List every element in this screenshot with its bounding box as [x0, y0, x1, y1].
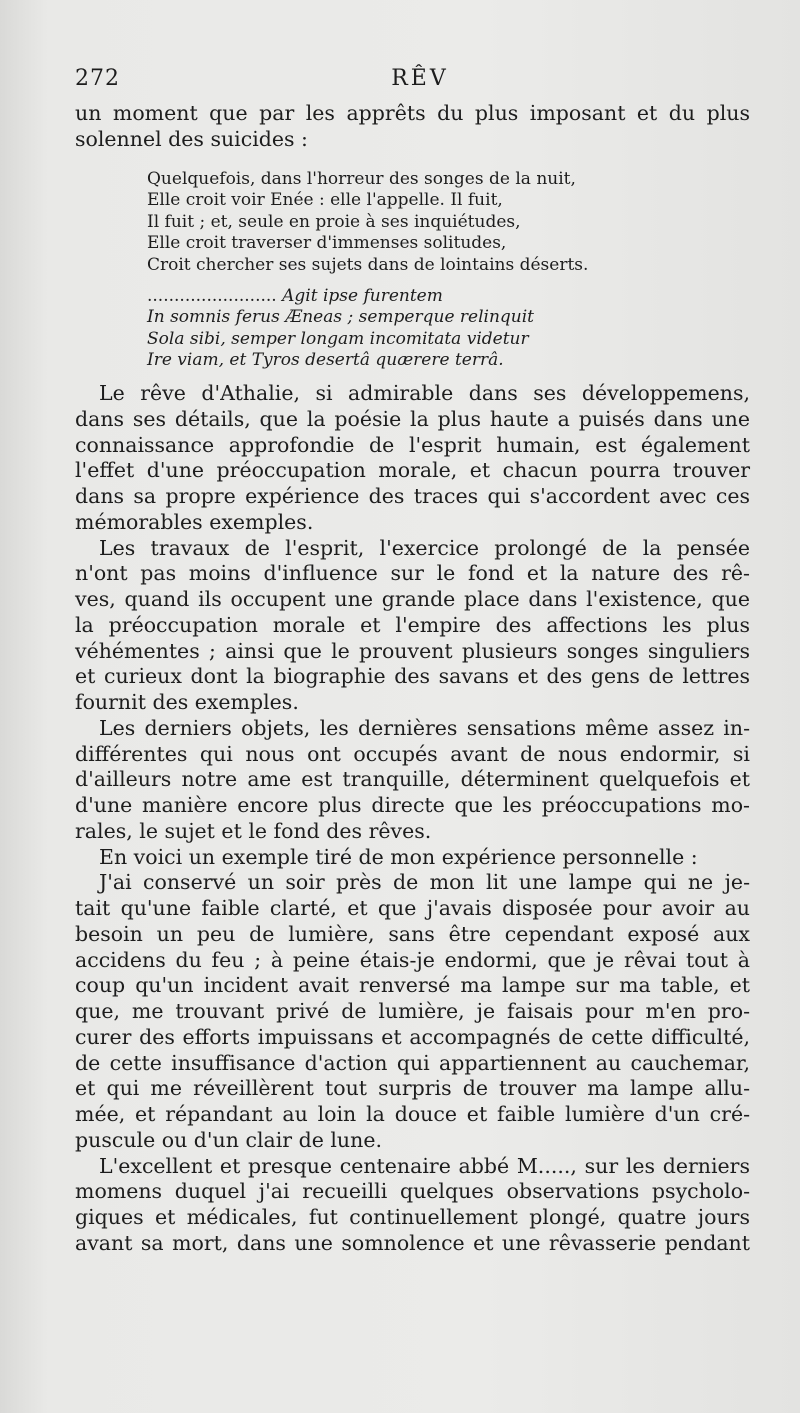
text-line: J'ai conservé un soir près de mon lit une lampe qui ne je- [99, 870, 750, 895]
text-line: de cette insuffisance d'action qui appartiennent au cauchemar, [75, 1050, 750, 1075]
running-head: RÊV [391, 66, 449, 91]
text-line: accidens du feu ; à peine étais-je endormi, que je rêvai tout à [75, 947, 750, 972]
text-line: et curieux dont la biographie des savans et des gens de lettres [75, 664, 750, 689]
text-line: besoin un peu de lumière, sans être cependant exposé aux [75, 921, 750, 946]
text-line: un moment que par les apprêts du plus imposant et du plus [75, 101, 750, 125]
text-line: coup qu'un incident avait renversé ma lampe sur ma table, et [75, 973, 750, 998]
text-line: que, me trouvant privé de lumière, je faisais pour m'en pro- [75, 999, 750, 1023]
paragraph [75, 845, 750, 871]
text-line: d'une manière encore plus directe que les préoccupations mo- [75, 793, 750, 817]
latin-verse-quote [147, 286, 572, 372]
text-line: rales, le sujet et le fond des rêves. [75, 818, 432, 843]
text-line: Les travaux de l'esprit, l'exercice prolongé de la pensée [99, 535, 750, 560]
text-line: giques et médicales, fut continuellement plongé, quatre jours [75, 1205, 750, 1229]
text-line: curer des efforts impuissans et accompagnés de cette difficulté, [75, 1024, 750, 1049]
text-line: En voici un exemple tiré de mon expérience personnelle : [99, 844, 698, 869]
french-verse-quote [147, 169, 589, 276]
paragraph [75, 381, 750, 536]
body-text [75, 381, 750, 1257]
text-line: mée, et répandant au loin la douce et faible lumière d'un cré- [75, 1102, 750, 1126]
verse-line: Elle croit voir Enée : elle l'appelle. Il fuit, [147, 190, 503, 211]
text-line: ves, quand ils occupent une grande place dans l'existence, que [75, 587, 750, 611]
verse-line: Il fuit ; et, seule en proie à ses inquiétudes, [147, 211, 521, 232]
verse-line: Elle croit traverser d'immenses solitudes, [147, 233, 507, 254]
ellipsis-dots: ........................ [147, 286, 277, 306]
text-line: l'effet d'une préoccupation morale, et chacun pourra trouver [75, 458, 750, 483]
verse-line: Sola sibi, semper longam incomitata videtur [147, 328, 529, 349]
text-line: et qui me réveillèrent tout surpris de trouver ma lampe allu- [75, 1076, 750, 1101]
text-line: la préoccupation morale et l'empire des affections les plus [75, 612, 750, 637]
verse-line: Croit chercher ses sujets dans de lointains déserts. [147, 254, 589, 275]
intro-lines [75, 101, 750, 152]
text-line: Le rêve d'Athalie, si admirable dans ses développemens, [99, 381, 750, 405]
verse-line: Ire viam, et Tyros desertâ quærere terrâ. [147, 350, 504, 371]
text-line: fournit des exemples. [75, 690, 299, 714]
page-number: 272 [75, 66, 120, 91]
text-line: dans ses détails, que la poésie la plus haute a puisés dans une [75, 406, 750, 431]
text-line: solennel des suicides : [75, 126, 308, 151]
text-line: n'ont pas moins d'influence sur le fond et la nature des rê- [75, 561, 750, 586]
text-line: momens duquel j'ai recueilli quelques observations psycholo- [75, 1179, 750, 1204]
text-line: mémorables exemples. [75, 509, 314, 534]
paragraph [75, 536, 750, 716]
text-line: puscule ou d'un clair de lune. [75, 1127, 382, 1152]
verse-line [147, 286, 572, 307]
verse-fragment: Agit ipse furentem [282, 286, 443, 306]
text-line: avant sa mort, dans une somnolence et une rêvasserie pendant [75, 1230, 750, 1255]
paragraph [75, 716, 750, 845]
text-line: connaissance approfondie de l'esprit humain, est également [75, 432, 750, 457]
text-line: différentes qui nous ont occupés avant de nous endormir, si [75, 741, 750, 766]
text-line: L'excellent et presque centenaire abbé M....., sur les derniers [99, 1153, 750, 1178]
text-line: véhémentes ; ainsi que le prouvent plusieurs songes singuliers [75, 638, 750, 663]
text-line: d'ailleurs notre ame est tranquille, déterminent quelquefois et [75, 767, 750, 792]
text-line: tait qu'une faible clarté, et que j'avais disposée pour avoir au [75, 896, 750, 920]
verse-line: Quelquefois, dans l'horreur des songes de la nuit, [147, 169, 576, 189]
text-line: Les derniers objets, les dernières sensations même assez in- [99, 715, 750, 740]
paragraph [75, 870, 750, 1153]
page-header [75, 66, 765, 96]
paragraph [75, 1154, 750, 1257]
verse-line: In somnis ferus Æneas ; semperque relinquit [147, 307, 535, 328]
text-line: dans sa propre expérience des traces qui s'accordent avec ces [75, 484, 750, 508]
